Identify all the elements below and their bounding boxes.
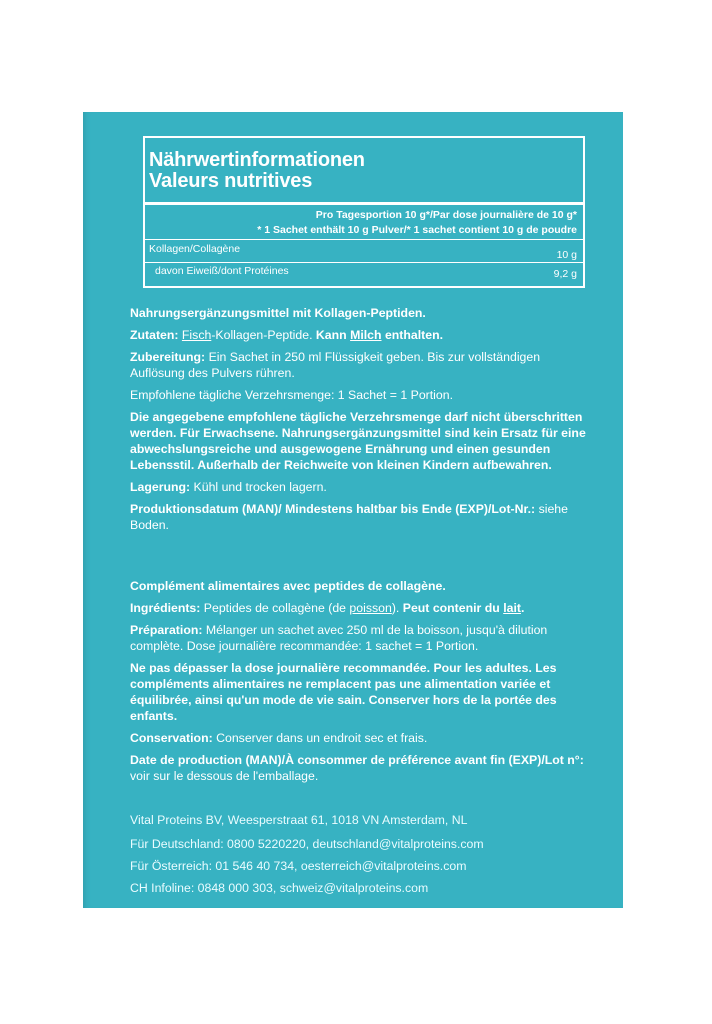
fr-preparation-text: Mélanger un sachet avec 250 ml de la boisson, jusqu'à dilution complète. Dose journalière recommandée: 1 sachet = 1 Portion. <box>130 623 548 653</box>
fr-production-info <box>130 752 595 784</box>
nutrition-portion-line: Pro Tagesportion 10 g*/Par dose journalière de 10 g* <box>315 209 577 221</box>
fr-warning: Ne pas dépasser la dose journalière recommandée. Pour les adultes. Les compléments alimentaires ne remplacent pas une alimentation variée et équilibrée, ainsi qu'un mode de vie sain. Conserver hors de la portée des enfants. <box>130 661 557 723</box>
fr-intro: Complément alimentaires avec peptides de collagène. <box>130 579 446 593</box>
fr-storage-label: Conservation: <box>130 731 213 745</box>
german-section <box>130 305 595 533</box>
de-production-text: siehe Boden. <box>130 502 568 532</box>
nutrition-divider <box>145 262 583 263</box>
fr-preparation <box>130 622 595 654</box>
de-allergen-fish: Fisch <box>181 328 212 342</box>
de-preparation <box>130 349 595 381</box>
footer-contact-at: Für Österreich: 01 546 40 734, oesterreich@vitalproteins.com <box>130 859 467 873</box>
nutrition-divider <box>145 239 583 240</box>
de-production-info <box>130 501 595 533</box>
fr-allergen-fish: poisson <box>349 601 392 615</box>
nutrition-title <box>149 150 365 192</box>
de-warning: Die angegebene empfohlene tägliche Verzehrsmenge darf nicht überschritten werden. Für Erwachsene. Nahrungsergänzungsmittel sind kein Ersatz für eine abwechslungsreiche und ausgewogene Ernährung und einen gesunden Lebensstil. Außerhalb der Reichweite von kleinen Kindern aufbewahren. <box>130 410 586 472</box>
de-storage <box>130 479 595 495</box>
de-recommended-dose: Empfohlene tägliche Verzehrsmenge: 1 Sachet = 1 Portion. <box>130 388 453 402</box>
fr-storage-text: Conserver dans un endroit sec et frais. <box>216 731 428 745</box>
de-storage-label: Lagerung: <box>130 480 191 494</box>
fr-ingredients-close: ). <box>391 601 400 615</box>
de-preparation-text: Ein Sachet in 250 ml Flüssigkeit geben. Bis zur vollständigen Auflösung des Pulvers rühren. <box>130 350 541 380</box>
nutrition-row-value: 9,2 g <box>553 268 577 280</box>
footer-address: Vital Proteins BV, Weesperstraat 61, 1018 VN Amsterdam, NL <box>130 813 468 827</box>
fr-production-label: Date de production (MAN)/À consommer de préférence avant fin (EXP)/Lot n°: <box>130 753 584 767</box>
fr-ingredients-text: Peptides de collagène (de <box>203 601 346 615</box>
de-ingredients-text: -Kollagen-Peptide. <box>211 328 313 342</box>
nutrition-title-de: Nährwertinformationen <box>149 149 365 171</box>
nutrition-row-value: 10 g <box>556 249 577 261</box>
french-section <box>130 578 595 784</box>
de-preparation-label: Zubereitung: <box>130 350 206 364</box>
de-ingredients-label: Zutaten: <box>130 328 179 342</box>
footer-contact-ch: CH Infoline: 0848 000 303, schweiz@vitalproteins.com <box>130 881 429 895</box>
fr-contain-end: . <box>520 601 525 615</box>
nutrition-row-label: davon Eiweiß/dont Protéines <box>155 265 289 277</box>
fr-ingredients-label: Ingrédients: <box>130 601 201 615</box>
fr-storage <box>130 730 595 746</box>
de-ingredients <box>130 327 595 343</box>
de-intro: Nahrungsergänzungsmittel mit Kollagen-Peptiden. <box>130 306 426 320</box>
fr-production-text: voir sur le dessous de l'emballage. <box>130 769 319 783</box>
de-may-contain: Kann <box>315 328 347 342</box>
de-storage-text: Kühl und trocken lagern. <box>193 480 327 494</box>
de-production-label: Produktionsdatum (MAN)/ Mindestens haltbar bis Ende (EXP)/Lot-Nr.: <box>130 502 536 516</box>
fr-allergen-milk: lait <box>503 601 521 615</box>
fr-ingredients <box>130 600 595 616</box>
de-contain-end: enthalten. <box>384 328 444 342</box>
nutrition-row-label: Kollagen/Collagène <box>149 243 241 255</box>
fr-may-contain: Peut contenir du <box>402 601 500 615</box>
nutrition-title-fr: Valeurs nutritives <box>149 170 313 192</box>
de-allergen-milk: Milch <box>350 328 382 342</box>
nutrition-sachet-line: * 1 Sachet enthält 10 g Pulver/* 1 sachet contient 10 g de poudre <box>257 224 577 236</box>
footer-contact-de: Für Deutschland: 0800 5220220, deutschland@vitalproteins.com <box>130 837 484 851</box>
fr-preparation-label: Préparation: <box>130 623 203 637</box>
nutrition-table <box>143 136 585 288</box>
nutrition-divider-thick <box>145 202 583 205</box>
